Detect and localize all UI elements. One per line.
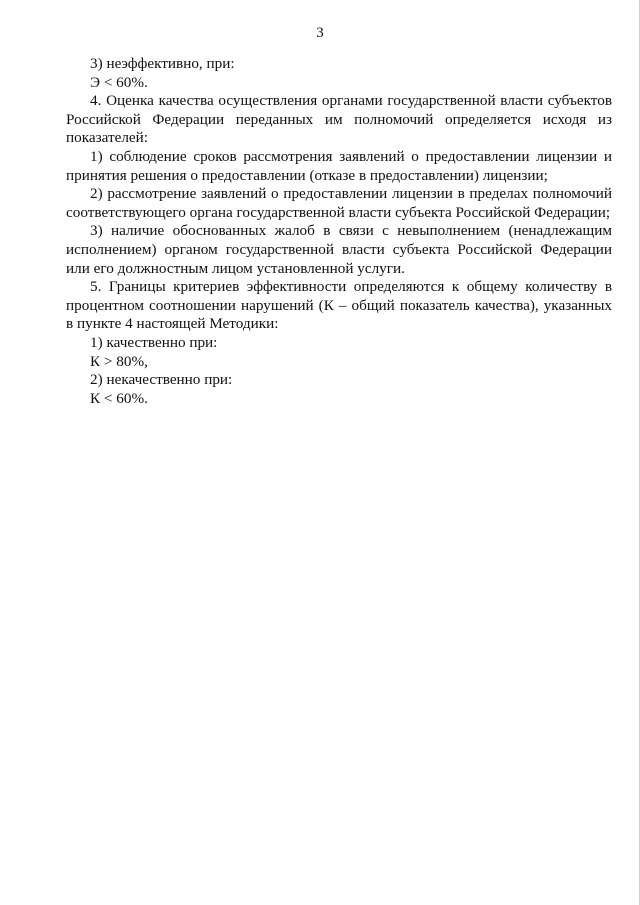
paragraph-5-item-1-condition: К > 80%, (90, 352, 148, 370)
paragraph-5-item-1: 1) качественно при: (90, 333, 218, 351)
paragraph-4-item-1: 1) соблюдение сроков рассмотрения заявлений о предоставлении лицензии и принятия решения о предоставлении (отказе в предоставлении) лицензии; (66, 147, 612, 184)
paragraph-5-item-2-condition: К < 60%. (90, 389, 148, 407)
document-body (66, 55, 612, 408)
paragraph-4-item-3: 3) наличие обоснованных жалоб в связи с невыполнением (ненадлежащим исполнением) органом государственной власти субъекта Российской Федерации или его должностным лицом установленной услуги. (66, 222, 612, 277)
paragraph-4-item-2: 2) рассмотрение заявлений о предоставлении лицензии в пределах полномочий соответствующего органа государственной власти субъекта Российской Федерации; (66, 185, 612, 221)
paragraph-5-intro: 5. Границы критериев эффективности определяются к общему количеству в процентном соотношении нарушений (К – общий показатель качества), указанных в пункте 4 настоящей Методики: (66, 278, 612, 333)
item3-heading: 3) неэффективно, при: (90, 55, 235, 72)
item3-condition: Э < 60%. (90, 73, 148, 91)
paragraph-5-item-2: 2) некачественно при: (90, 371, 233, 389)
paragraph-4-intro: 4. Оценка качества осуществления органами государственной власти субъектов Российской Федерации переданных им полномочий определяется исходя из показателей: (66, 92, 612, 147)
page-number: 3 (316, 25, 324, 41)
